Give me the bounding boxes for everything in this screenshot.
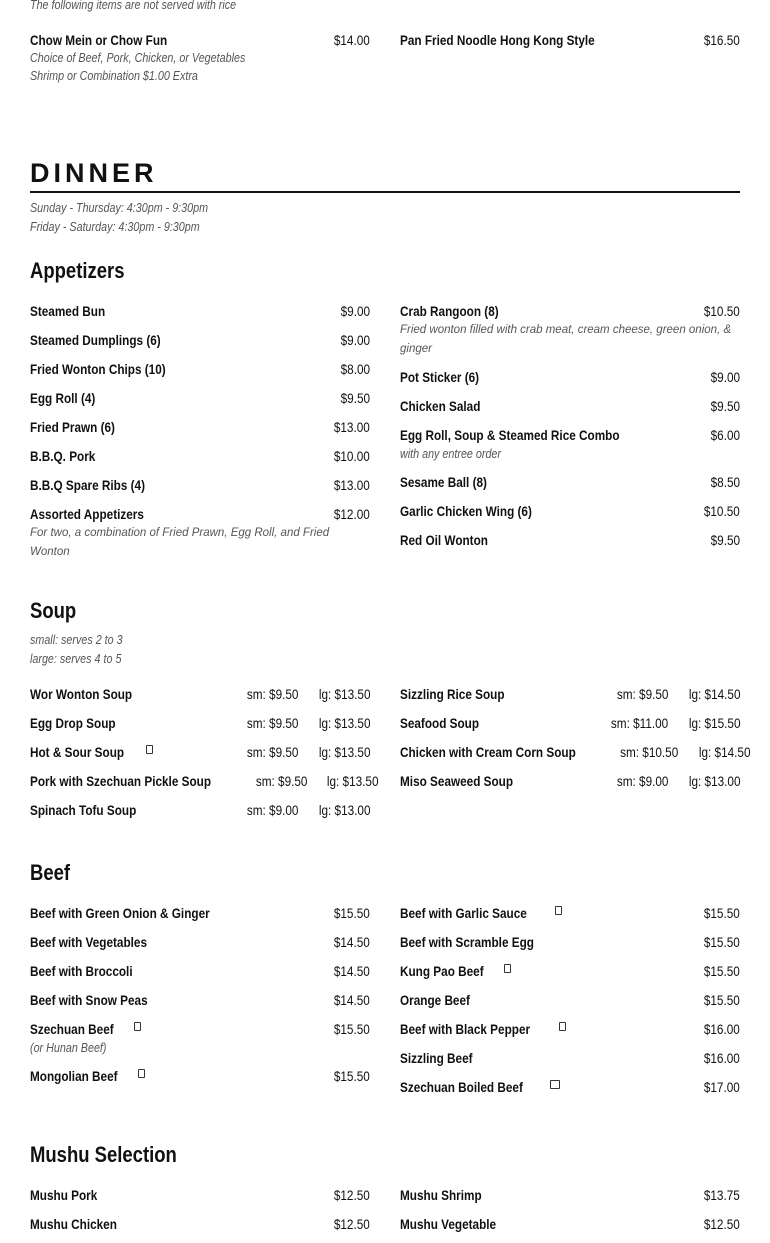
menu-item	[400, 501, 740, 530]
item-name: Crab Rangoon (8)	[400, 303, 499, 319]
item-price: $10.00	[334, 448, 370, 464]
menu-item	[400, 425, 740, 464]
beef-title: Beef	[30, 860, 71, 885]
item-name: Beef with Garlic Sauce	[400, 905, 527, 921]
menu-item	[30, 475, 370, 504]
large-price: lg: $13.50	[326, 773, 379, 789]
item-name: Steamed Bun	[30, 303, 106, 319]
item-name: Sizzling Beef	[400, 1050, 473, 1066]
item-price: $16.50	[704, 32, 740, 48]
menu-item	[30, 800, 370, 829]
menu-item	[400, 742, 751, 771]
item-name: Egg Drop Soup	[30, 715, 116, 731]
menu-item	[400, 1077, 740, 1106]
dinner-hours	[30, 199, 237, 237]
item-price: $15.50	[334, 1068, 370, 1084]
menu-item	[400, 961, 740, 990]
menu-item	[30, 417, 370, 446]
menu-item	[400, 1185, 740, 1214]
item-price: $14.50	[334, 934, 370, 950]
menu-item	[30, 504, 370, 562]
item-name: Beef with Scramble Egg	[400, 934, 534, 950]
item-price: $12.50	[704, 1216, 740, 1232]
mushu-title: Mushu Selection	[30, 1142, 177, 1167]
item-name: Chow Mein or Chow Fun	[30, 32, 168, 48]
item-price: $15.50	[704, 905, 740, 921]
menu-item	[30, 990, 370, 1019]
hours-line: Sunday - Thursday: 4:30pm - 9:30pm	[30, 201, 209, 215]
item-price: $9.50	[710, 532, 740, 548]
item-name: Spinach Tofu Soup	[30, 802, 137, 818]
menu-item	[30, 30, 370, 86]
item-price: $14.50	[334, 992, 370, 1008]
item-name: Wor Wonton Soup	[30, 686, 133, 702]
spicy-icon	[550, 1080, 560, 1089]
item-name: Pan Fried Noodle Hong Kong Style	[400, 32, 595, 48]
large-price: lg: $14.50	[698, 744, 751, 760]
menu-item	[400, 990, 740, 1019]
menu-item	[400, 684, 740, 713]
menu-item	[30, 330, 370, 359]
mushu-left-column	[30, 1185, 370, 1243]
menu-item	[30, 1066, 370, 1095]
item-price: $15.50	[704, 963, 740, 979]
item-name: Beef with Green Onion & Ginger	[30, 905, 210, 921]
menu-item	[400, 472, 740, 501]
spicy-icon	[555, 906, 562, 915]
noodles-left-column	[30, 30, 370, 94]
item-price: $9.50	[710, 398, 740, 414]
item-price: $8.00	[340, 361, 370, 377]
item-price: $12.50	[334, 1187, 370, 1203]
item-price: $14.00	[334, 32, 370, 48]
item-price: $15.50	[704, 934, 740, 950]
spicy-icon	[146, 745, 153, 754]
small-price: sm: $9.50	[616, 686, 669, 702]
soup-right-column	[400, 684, 751, 829]
item-description: Choice of Beef, Pork, Chicken, or Vegetables	[30, 51, 246, 65]
item-description: with any entree order	[400, 447, 501, 461]
dinner-divider	[30, 191, 740, 193]
item-name: Szechuan Beef	[30, 1021, 114, 1037]
small-price: sm: $9.00	[246, 802, 299, 818]
menu-item	[30, 771, 379, 800]
item-name: Mushu Pork	[30, 1187, 98, 1203]
item-price: $15.50	[334, 905, 370, 921]
item-price: $12.50	[334, 1216, 370, 1232]
menu-item	[30, 932, 370, 961]
item-name: Egg Roll, Soup & Steamed Rice Combo	[400, 427, 620, 443]
menu-item	[400, 932, 740, 961]
item-name: Pot Sticker (6)	[400, 369, 480, 385]
item-name: Red Oil Wonton	[400, 532, 488, 548]
item-price: $13.00	[334, 419, 370, 435]
item-name: Szechuan Boiled Beef	[400, 1079, 523, 1095]
menu-item	[30, 903, 370, 932]
menu-item	[30, 1185, 370, 1214]
menu-item	[30, 301, 370, 330]
item-description: For two, a combination of Fried Prawn, Egg Roll, and Fried Wonton	[30, 527, 330, 558]
beef-left-column	[30, 903, 370, 1106]
menu-item	[400, 367, 740, 396]
appetizers-title: Appetizers	[30, 258, 125, 283]
item-name: Chicken Salad	[400, 398, 481, 414]
item-price: $9.00	[710, 369, 740, 385]
item-name: Sesame Ball (8)	[400, 474, 487, 490]
menu-item	[30, 961, 370, 990]
hours-line: Friday - Saturday: 4:30pm - 9:30pm	[30, 220, 200, 234]
item-name: Orange Beef	[400, 992, 470, 1008]
spicy-icon	[504, 964, 511, 973]
item-description: Shrimp or Combination $1.00 Extra	[30, 69, 198, 83]
soup-notes	[30, 631, 138, 669]
mushu-right-column	[400, 1185, 740, 1243]
item-name: Fried Prawn (6)	[30, 419, 115, 435]
menu-item	[30, 1019, 370, 1058]
beef-right-column	[400, 903, 740, 1106]
item-price: $6.00	[710, 427, 740, 443]
item-price: $15.50	[334, 1021, 370, 1037]
small-price: sm: $9.50	[246, 744, 299, 760]
small-price: sm: $10.50	[620, 744, 679, 760]
item-name: Egg Roll (4)	[30, 390, 96, 406]
spicy-icon	[138, 1069, 145, 1078]
spicy-icon	[134, 1022, 141, 1031]
item-price: $13.75	[704, 1187, 740, 1203]
item-name: Miso Seaweed Soup	[400, 773, 514, 789]
item-name: Mushu Chicken	[30, 1216, 117, 1232]
menu-item	[30, 388, 370, 417]
item-name: Beef with Vegetables	[30, 934, 147, 950]
large-price: lg: $15.50	[688, 715, 740, 731]
dinner-title: DINNER	[30, 158, 158, 188]
item-name: B.B.Q. Pork	[30, 448, 96, 464]
item-name: Fried Wonton Chips (10)	[30, 361, 166, 377]
item-price: $14.50	[334, 963, 370, 979]
item-name: Chicken with Cream Corn Soup	[400, 744, 576, 760]
menu-item	[30, 713, 370, 742]
menu-item	[30, 684, 370, 713]
menu-item	[400, 301, 740, 359]
menu-item	[30, 446, 370, 475]
item-price: $8.50	[710, 474, 740, 490]
menu-item	[400, 30, 740, 59]
item-description: (or Hunan Beef)	[30, 1041, 107, 1055]
spicy-icon	[559, 1022, 566, 1031]
soup-title: Soup	[30, 598, 77, 623]
menu-item	[30, 742, 370, 771]
item-name: Kung Pao Beef	[400, 963, 484, 979]
menu-item	[400, 396, 740, 425]
soup-note: small: serves 2 to 3	[30, 633, 123, 647]
item-name: Steamed Dumplings (6)	[30, 332, 161, 348]
soup-left-column	[30, 684, 379, 829]
menu-item	[400, 713, 740, 742]
large-price: lg: $13.00	[688, 773, 740, 789]
item-price: $16.00	[704, 1050, 740, 1066]
item-name: Mushu Vegetable	[400, 1216, 497, 1232]
item-name: Assorted Appetizers	[30, 506, 144, 522]
small-price: sm: $9.50	[246, 686, 299, 702]
item-name: Mongolian Beef	[30, 1068, 118, 1084]
item-price: $9.50	[340, 390, 370, 406]
menu-item	[30, 359, 370, 388]
large-price: lg: $13.00	[318, 802, 370, 818]
large-price: lg: $13.50	[318, 715, 370, 731]
menu-item	[400, 1019, 740, 1048]
noodles-right-column	[400, 30, 740, 94]
item-price: $12.00	[334, 506, 370, 522]
large-price: lg: $14.50	[688, 686, 740, 702]
appetizers-left-column	[30, 301, 370, 570]
item-price: $10.50	[704, 303, 740, 319]
item-description: Fried wonton filled with crab meat, cream cheese, green onion, & ginger	[400, 324, 732, 355]
item-name: Beef with Broccoli	[30, 963, 133, 979]
item-price: $13.00	[334, 477, 370, 493]
menu-item	[400, 903, 740, 932]
rice-note: The following items are not served with rice	[30, 0, 237, 12]
small-price: sm: $9.50	[255, 773, 307, 789]
item-price: $10.50	[704, 503, 740, 519]
item-name: Pork with Szechuan Pickle Soup	[30, 773, 212, 789]
item-price: $15.50	[704, 992, 740, 1008]
small-price: sm: $9.00	[616, 773, 669, 789]
item-price: $9.00	[340, 332, 370, 348]
small-price: sm: $9.50	[246, 715, 299, 731]
dinner-header	[30, 158, 158, 189]
soup-note: large: serves 4 to 5	[30, 652, 122, 666]
menu-item	[400, 1214, 740, 1243]
item-name: Beef with Snow Peas	[30, 992, 148, 1008]
item-price: $9.00	[340, 303, 370, 319]
large-price: lg: $13.50	[318, 744, 370, 760]
item-name: Sizzling Rice Soup	[400, 686, 505, 702]
item-price: $17.00	[704, 1079, 740, 1095]
menu-item	[400, 530, 740, 559]
item-name: Mushu Shrimp	[400, 1187, 482, 1203]
item-name: Garlic Chicken Wing (6)	[400, 503, 532, 519]
appetizers-right-column	[400, 301, 740, 570]
item-name: Hot & Sour Soup	[30, 744, 125, 760]
item-name: B.B.Q Spare Ribs (4)	[30, 477, 146, 493]
menu-item	[400, 1048, 740, 1077]
small-price: sm: $11.00	[611, 715, 669, 731]
item-name: Beef with Black Pepper	[400, 1021, 531, 1037]
item-name: Seafood Soup	[400, 715, 480, 731]
menu-item	[30, 1214, 370, 1243]
large-price: lg: $13.50	[318, 686, 370, 702]
item-price: $16.00	[704, 1021, 740, 1037]
menu-item	[400, 771, 740, 800]
